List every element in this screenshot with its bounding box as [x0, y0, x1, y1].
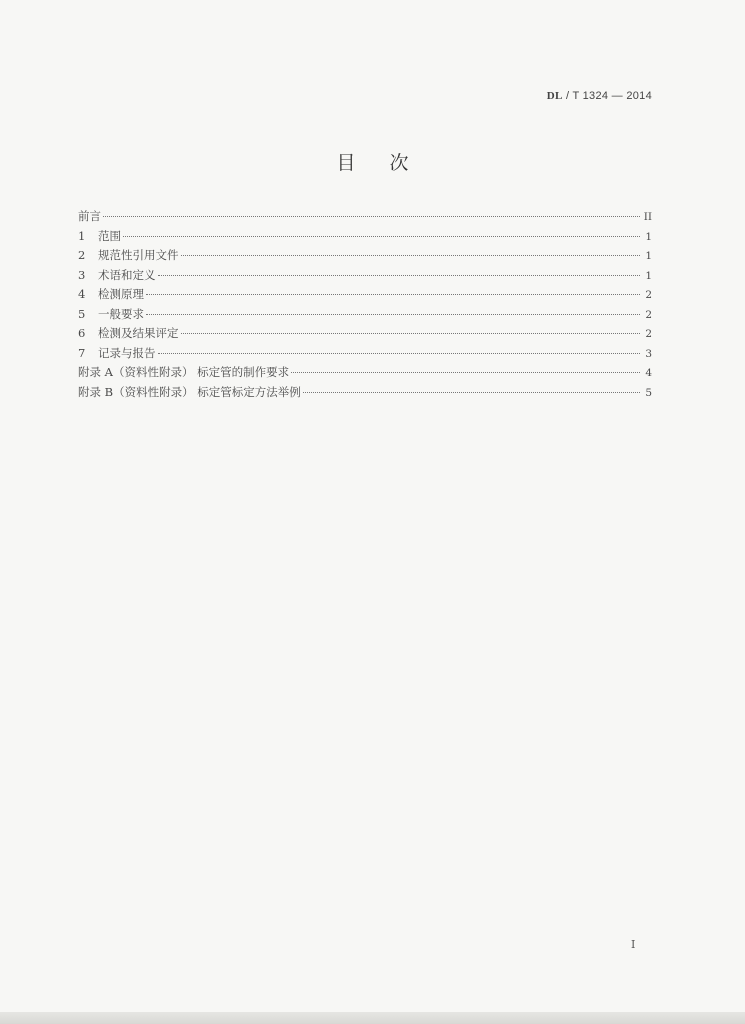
toc-leader-dots [146, 294, 640, 295]
scan-bottom-edge [0, 1012, 745, 1024]
toc-label: 前言 [78, 209, 101, 223]
toc-section-number: 1 [78, 228, 86, 243]
table-of-contents [78, 208, 652, 403]
toc-leader-dots [158, 353, 641, 354]
toc-section-number: 5 [78, 306, 86, 321]
toc-row[interactable] [78, 208, 652, 228]
toc-page-number: 2 [645, 308, 652, 321]
toc-row[interactable] [78, 286, 652, 306]
toc-leader-dots [146, 314, 640, 315]
toc-section-number: 4 [78, 287, 86, 301]
toc-leader-dots [181, 255, 641, 256]
toc-page-number: 2 [645, 328, 652, 340]
toc-section-number: 6 [78, 326, 86, 340]
toc-leader-dots [181, 333, 641, 334]
toc-leader-dots [303, 392, 640, 393]
toc-page-number: 1 [645, 269, 652, 282]
toc-row[interactable] [78, 247, 652, 267]
toc-label: 检测及结果评定 [98, 326, 179, 340]
toc-leader-dots [103, 216, 640, 217]
toc-section-number: 3 [78, 267, 86, 282]
toc-row[interactable] [78, 364, 652, 384]
toc-page-number: 2 [645, 289, 652, 301]
toc-page-number: II [643, 211, 652, 223]
toc-row[interactable] [78, 228, 652, 248]
toc-page-number: 5 [645, 386, 652, 399]
standard-code: / T 1324 — 2014 [562, 90, 652, 102]
toc-row[interactable] [78, 345, 652, 365]
page-number: I [631, 938, 636, 951]
standard-number [547, 90, 652, 102]
toc-label: 范围 [98, 228, 121, 243]
toc-page-number: 4 [645, 367, 652, 379]
toc-page-number: 3 [645, 347, 652, 360]
toc-leader-dots [291, 372, 640, 373]
toc-section-number: 2 [78, 248, 86, 262]
standard-prefix: DL [546, 90, 563, 102]
toc-page-number: 1 [645, 250, 652, 262]
page-title: 目次 [336, 152, 443, 174]
toc-row[interactable] [78, 325, 652, 345]
toc-label: 规范性引用文件 [98, 248, 179, 262]
toc-section-number: 7 [78, 345, 86, 360]
toc-label: 一般要求 [98, 306, 144, 321]
toc-row[interactable] [78, 384, 652, 404]
toc-label: 术语和定义 [98, 267, 156, 282]
toc-label: 记录与报告 [98, 345, 156, 360]
toc-label: 附录 B（资料性附录） 标定管标定方法举例 [78, 384, 301, 399]
toc-label: 检测原理 [98, 287, 144, 301]
toc-label: 附录 A（资料性附录） 标定管的制作要求 [78, 365, 290, 379]
toc-leader-dots [158, 275, 641, 276]
toc-row[interactable] [78, 306, 652, 326]
toc-page-number: 1 [645, 230, 652, 243]
toc-row[interactable] [78, 267, 652, 287]
toc-leader-dots [123, 236, 640, 237]
